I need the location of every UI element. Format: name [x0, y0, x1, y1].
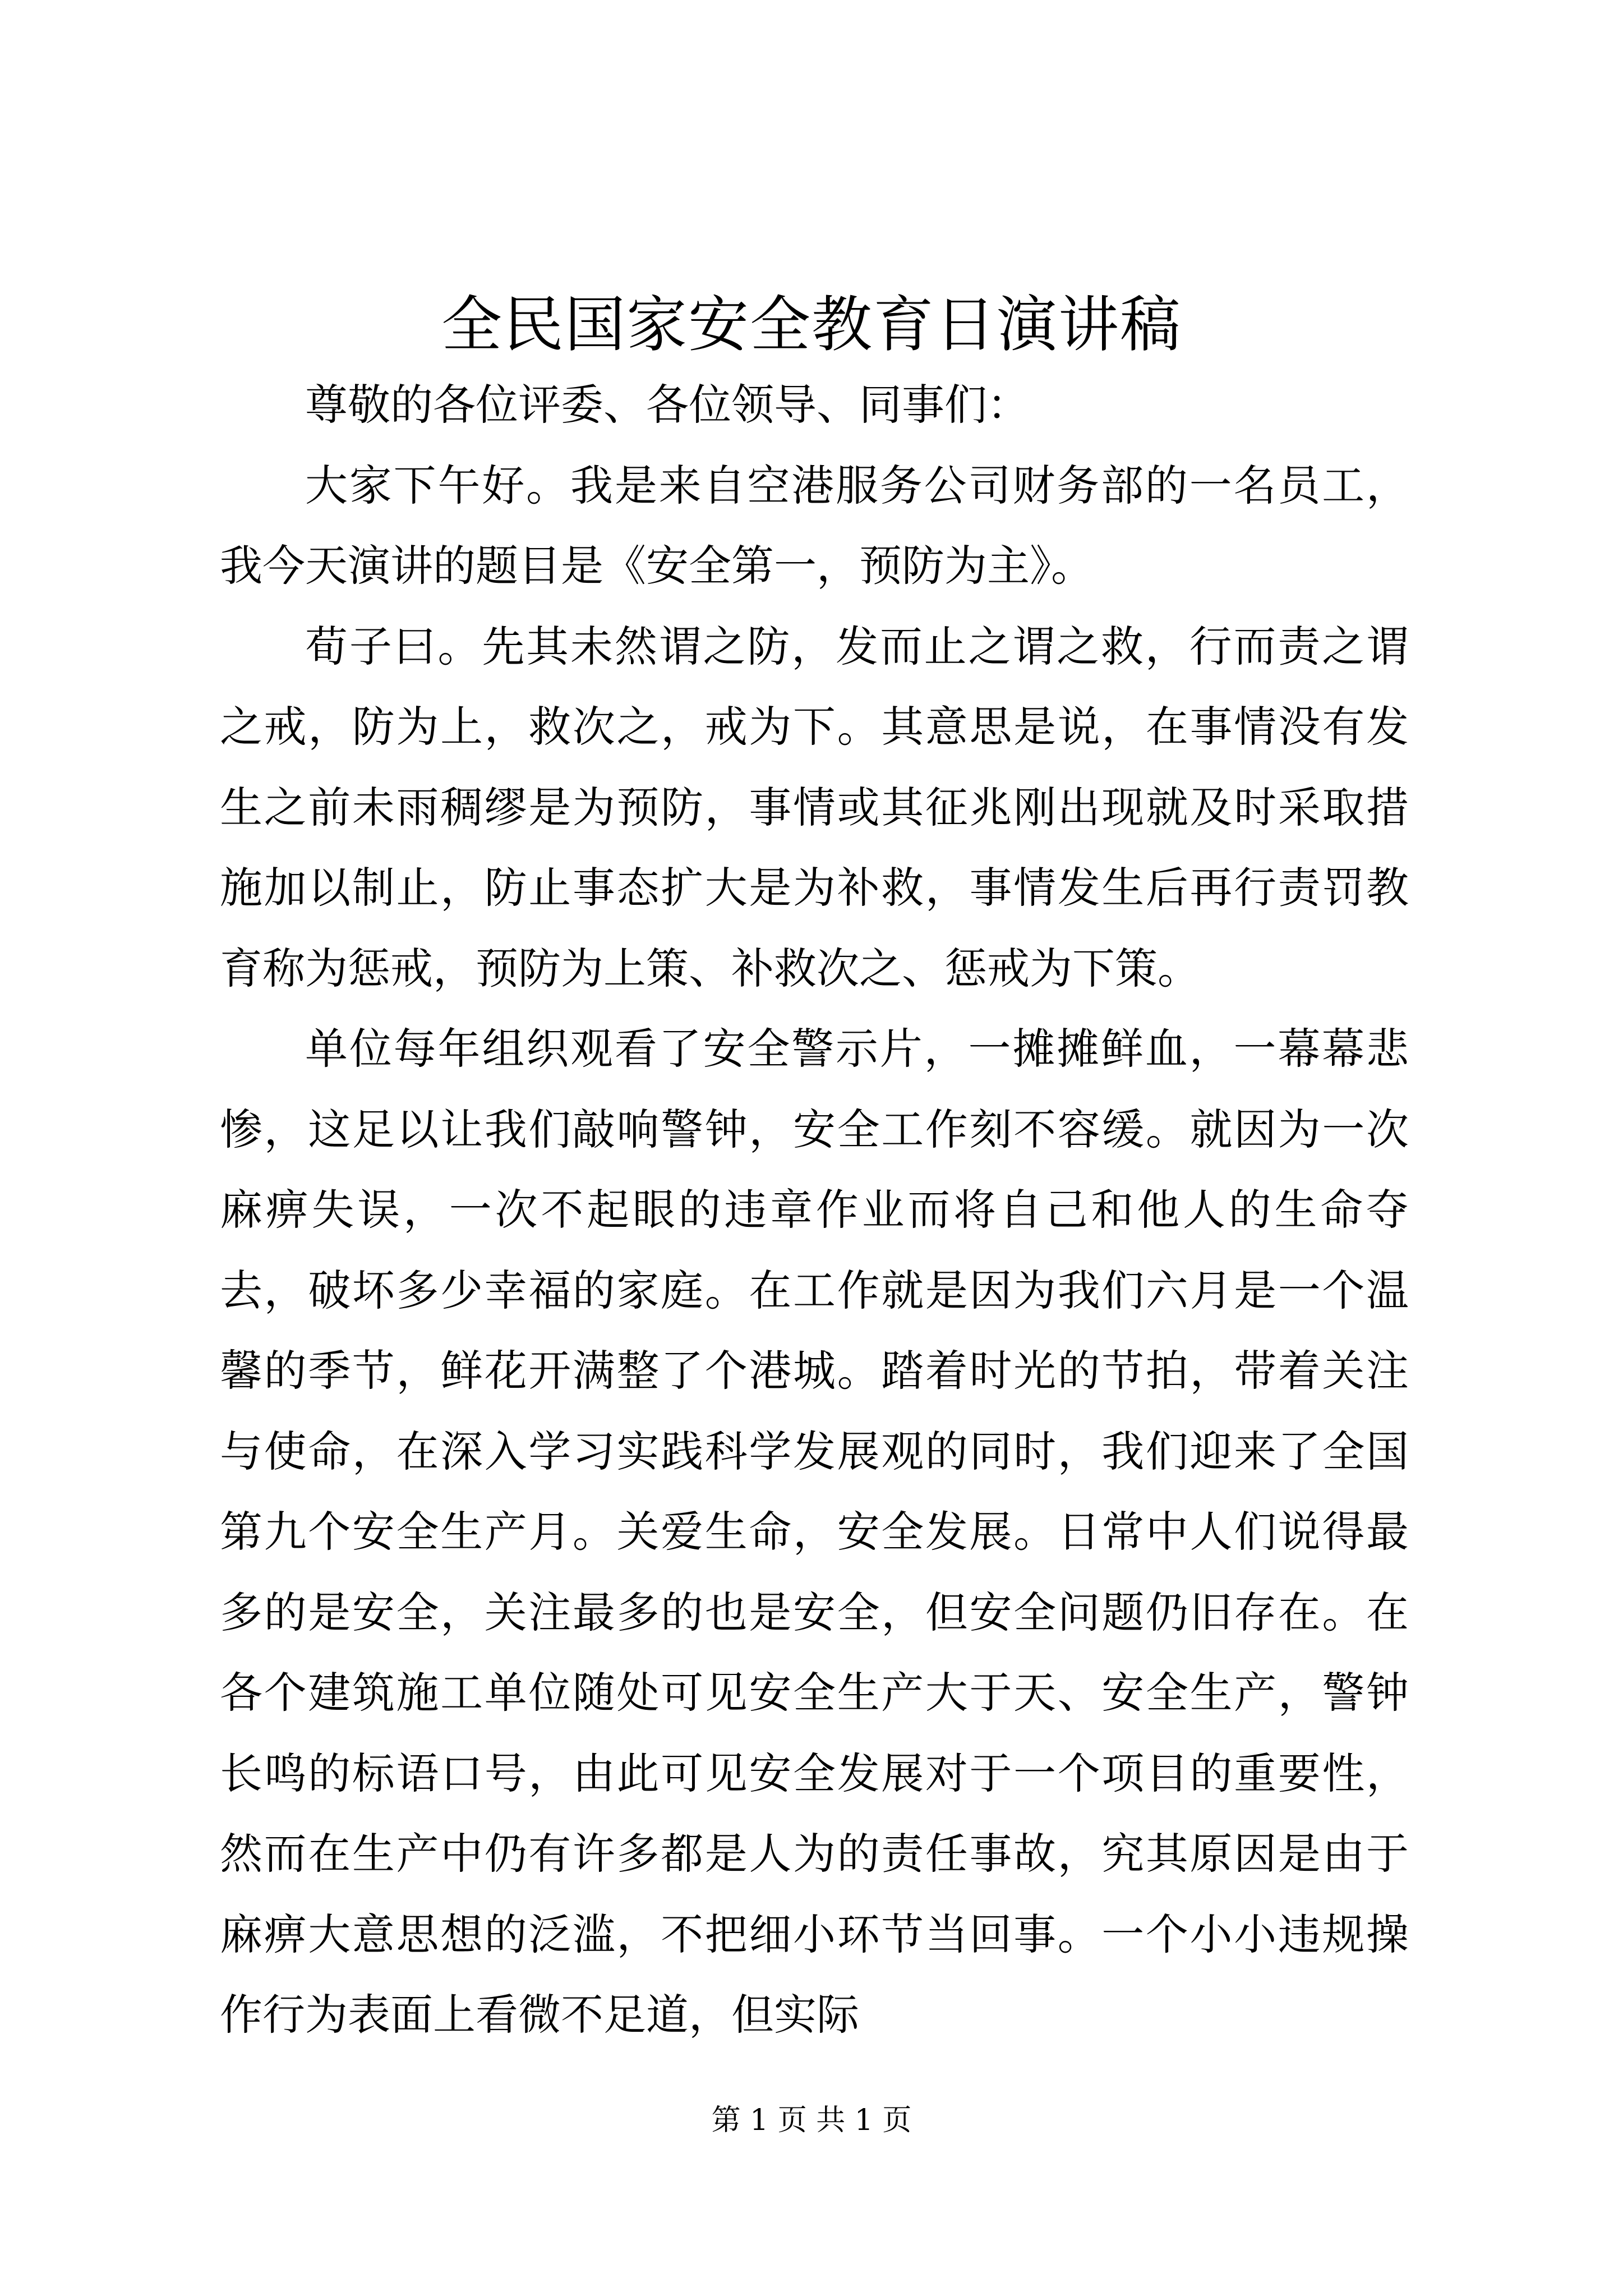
- page-footer: 第 1 页 共 1 页: [711, 2104, 912, 2137]
- paragraph-introduction: 大家下午好。我是来自空港服务公司财务部的一名员工，我今天演讲的题目是《安全第一，预防为主》。: [220, 460, 1409, 591]
- document-title: 全民国家安全教育日演讲稿: [441, 290, 1182, 360]
- document-body: [220, 365, 1409, 2055]
- paragraph-xunzi-quote: 荀子曰。先其未然谓之防，发而止之谓之救，行而责之谓之戒，防为上，救次之，戒为下。其意思是说，在事情没有发生之前未雨稠缪是为预防，事情或其征兆刚出现就及时采取措施加以制止，防止事态扩大是为补救，事情发生后再行责罚教育称为惩戒，预防为上策、补救次之、惩戒为下策。: [220, 621, 1409, 993]
- paragraph-safety-warning: 单位每年组织观看了安全警示片，一摊摊鲜血，一幕幕悲惨，这足以让我们敲响警钟，安全工作刻不容缓。就因为一次麻痹失误，一次不起眼的违章作业而将自己和他人的生命夺去，破坏多少幸福的家庭。在工作就是因为我们六月是一个温馨的季节，鲜花开满整了个港城。踏着时光的节拍，带着关注与使命，在深入学习实践科学发展观的同时，我们迎来了全国第九个安全生产月。关爱生命，安全发展。日常中人们说得最多的是安全，关注最多的也是安全，但安全问题仍旧存在。在各个建筑施工单位随处可见安全生产大于天、安全生产，警钟长鸣的标语口号，由此可见安全发展对于一个项目的重要性，然而在生产中仍有许多都是人为的责任事故，究其原因是由于麻痹大意思想的泛滥，不把细小环节当回事。一个小小违规操作行为表面上看微不足道，但实际: [220, 1024, 1409, 2040]
- paragraph-salutation: 尊敬的各位评委、各位领导、同事们：: [305, 380, 1030, 430]
